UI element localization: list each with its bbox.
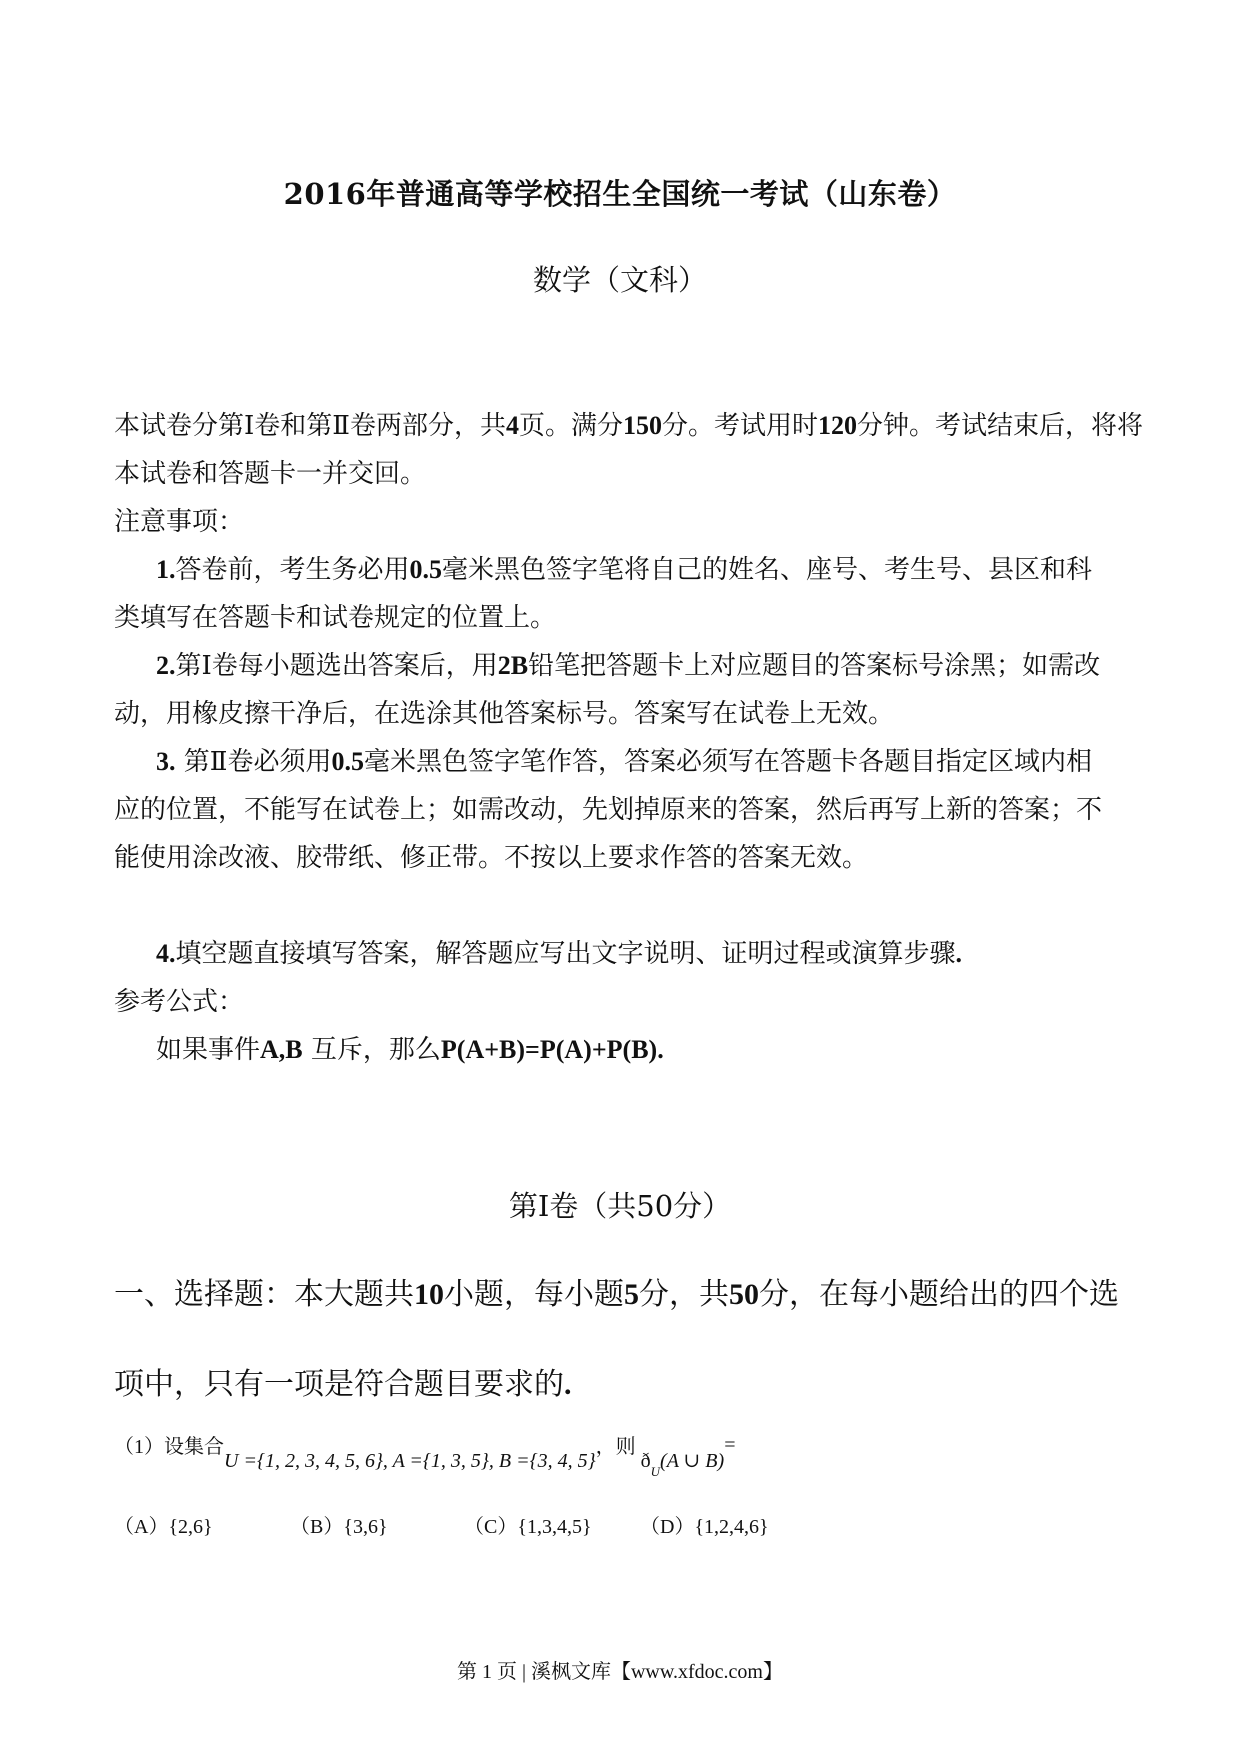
- notice-heading: 注意事项：: [114, 507, 245, 537]
- exam-subtitle: 数学（文科）: [532, 263, 707, 297]
- formula-line: 如果事件A,B 互斥，那么P(A+B)=P(A)+P(B).: [156, 1035, 664, 1065]
- question-1-sets: U ={1, 2, 3, 4, 5, 6}, A ={1, 3, 5}, B ={3, 4, 5}: [224, 1450, 596, 1472]
- formula-heading: 参考公式：: [114, 987, 245, 1017]
- option-b: （B）{3,6}: [290, 1516, 388, 1538]
- notice-item-1: 1.答卷前，考生务必用0.5毫米黑色签字笔将自己的姓名、座号、考生号、县区和科类填写在答题卡和试卷规定的位置上。: [114, 555, 1093, 633]
- exam-title: 2016年普通高等学校招生全国统一考试（山东卷）: [283, 177, 957, 211]
- option-a: （A）{2,6}: [114, 1516, 213, 1538]
- notice-item-4: 4.填空题直接填写答案，解答题应写出文字说明、证明过程或演算步骤.: [156, 939, 963, 969]
- complement-symbol: ð: [640, 1450, 651, 1472]
- volume-heading: 第Ⅰ卷（共50分）: [508, 1189, 732, 1223]
- page-footer: 第 1 页 | 溪枫文库【www.xfdoc.com】: [456, 1661, 783, 1683]
- option-c: （C）{1,3,4,5}: [464, 1516, 592, 1538]
- intro-paragraph: 本试卷分第Ⅰ卷和第Ⅱ卷两部分，共4页。满分150分。考试用时120分钟。考试结束后，将将本试卷和答题卡一并交回。: [114, 411, 1143, 489]
- notice-item-3: 3. 第Ⅱ卷必须用0.5毫米黑色签字笔作答，答案必须写在答题卡各题目指定区域内相应的位置，不能写在试卷上；如需改动，先划掉原来的答案，然后再写上新的答案；不能使用涂改液、胶带纸、修正带。不按以上要求作答的答案无效。: [114, 747, 1103, 873]
- question-1-stem: （1）设集合U ={1, 2, 3, 4, 5, 6}, A ={1, 3, 5}, B ={3, 4, 5}，则 $ð_U(A$ ∪ B)=: [114, 1434, 736, 1479]
- complement-subscript: U: [650, 1464, 661, 1479]
- option-d: （D）{1,2,4,6}: [640, 1516, 769, 1538]
- union-expression: (A ∪ B): [660, 1450, 725, 1472]
- notice-item-2: 2.第Ⅰ卷每小题选出答案后，用2B铅笔把答题卡上对应题目的答案标号涂黑；如需改动，用橡皮擦干净后，在选涂其他答案标号。答案写在试卷上无效。: [114, 651, 1101, 729]
- section-instructions: 一、选择题：本大题共10小题，每小题5分，共50分，在每小题给出的四个选项中，只有一项是符合题目要求的.: [114, 1277, 1119, 1402]
